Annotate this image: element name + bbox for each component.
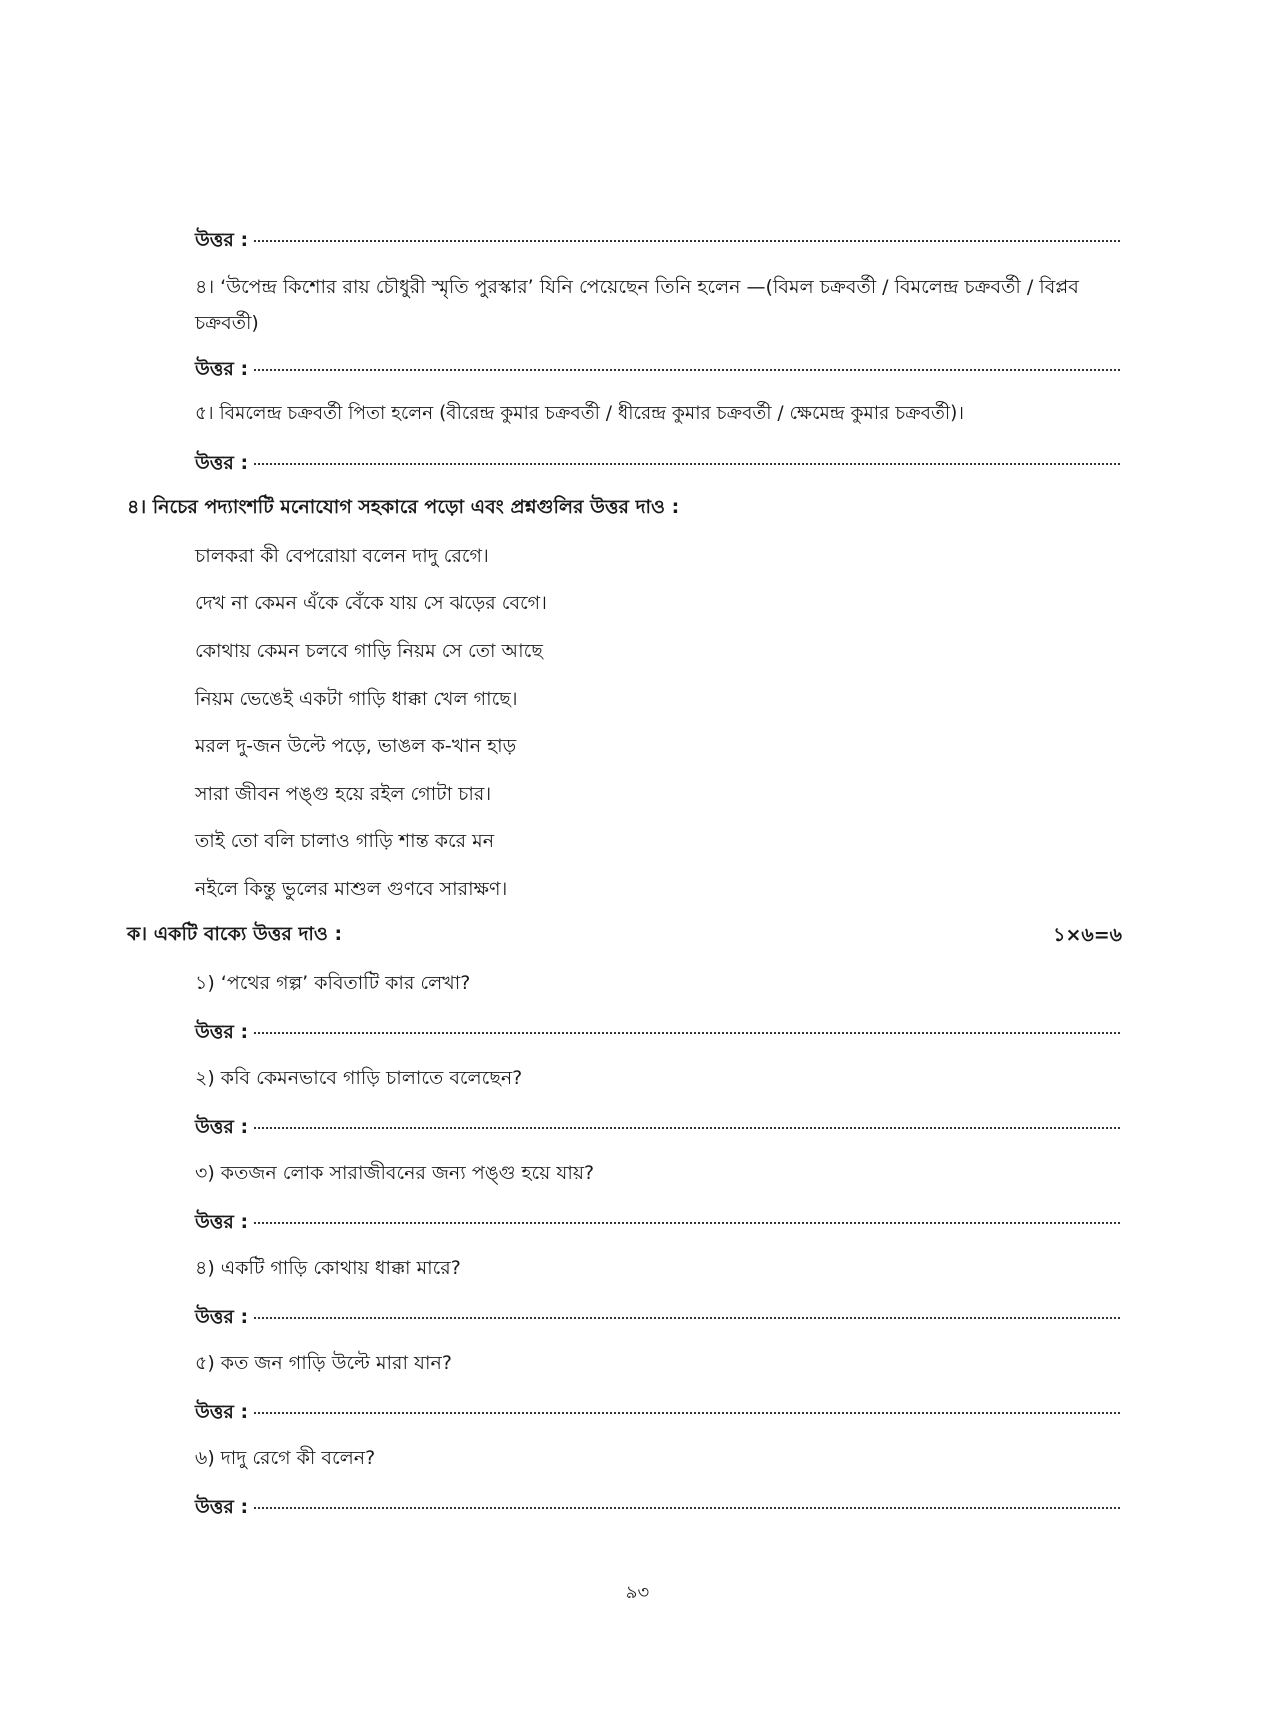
question-5: ৫) কত জন গাড়ি উল্টে মারা যান? [195, 1352, 452, 1374]
poem-line: চালকরা কী বেপরোয়া বলেন দাদু রেগে। [195, 545, 489, 567]
answer-label: উত্তর : [195, 1116, 249, 1138]
answer-dots [254, 1412, 1120, 1414]
answer-line[interactable] [195, 449, 1120, 475]
answer-label: উত্তর : [195, 1021, 249, 1043]
subsection-a-heading: ক। একটি বাক্যে উত্তর দাও : [127, 923, 343, 945]
answer-dots [254, 1507, 1120, 1509]
poem-line: নিয়ম ভেঙেই একটা গাড়ি ধাক্কা খেল গাছে। [195, 688, 518, 710]
answer-dots [254, 1317, 1120, 1319]
section-4-heading: ৪। নিচের পদ্যাংশটি মনোযোগ সহকারে পড়ো এবং প্রশ্নগুলির উত্তর দাও : [127, 496, 680, 518]
answer-label: উত্তর : [195, 452, 249, 474]
answer-line[interactable] [195, 355, 1120, 381]
poem-line: দেখ না কেমন এঁকে বেঁকে যায় সে ঝড়ের বেগে। [195, 592, 547, 614]
answer-dots [254, 1222, 1120, 1224]
page-number: ৯৩ [625, 1582, 650, 1603]
question-6: ৬) দাদু রেগে কী বলেন? [195, 1447, 376, 1469]
marks-label: ১×৬=৬ [1053, 924, 1122, 946]
answer-dots [254, 1032, 1120, 1034]
question-1: ১) ‘পথের গল্প’ কবিতাটি কার লেখা? [195, 972, 471, 994]
poem-line: নইলে কিন্তু ভুলের মাশুল গুণবে সারাক্ষণ। [195, 878, 508, 900]
answer-dots [254, 369, 1120, 371]
answer-line[interactable] [195, 1018, 1120, 1044]
question-3: ৩) কতজন লোক সারাজীবনের জন্য পঙ্গু হয়ে যায়? [195, 1162, 595, 1184]
answer-line[interactable] [195, 1208, 1120, 1234]
answer-line[interactable] [195, 1493, 1120, 1519]
answer-dots [254, 463, 1120, 465]
answer-line[interactable] [195, 1303, 1120, 1329]
question-4: ৪) একটি গাড়ি কোথায় ধাক্কা মারে? [195, 1257, 461, 1279]
prev-question-5: ৫। বিমলেন্দ্র চক্রবর্তী পিতা হলেন (বীরেন্দ্র কুমার চক্রবর্তী / ধীরেন্দ্র কুমার চক্রবর্তী / ক্ষেমেন্দ্র কুমার চক্রবর্তী)। [195, 403, 964, 424]
poem-line: কোথায় কেমন চলবে গাড়ি নিয়ম সে তো আছে [195, 640, 543, 662]
prev-question-4: ৪। ‘উপেন্দ্র কিশোর রায় চৌধুরী স্মৃতি পুরস্কার’ যিনি পেয়েছেন তিনি হলেন —(বিমল চক্রবর্তী / বিমলেন্দ্র চক্রবর্তী / বিপ্লব চক্রবর্তী) [195, 276, 1079, 334]
answer-label: উত্তর : [195, 1306, 249, 1328]
answer-line[interactable] [195, 1398, 1120, 1424]
answer-label: উত্তর : [195, 1401, 249, 1423]
poem-line: মরল দু-জন উল্টে পড়ে, ভাঙল ক-খান হাড় [195, 735, 517, 757]
answer-dots [254, 240, 1120, 242]
answer-label: উত্তর : [195, 358, 249, 380]
answer-line[interactable] [195, 226, 1120, 252]
answer-label: উত্তর : [195, 229, 249, 251]
poem-line: তাই তো বলি চালাও গাড়ি শান্ত করে মন [195, 830, 495, 852]
answer-dots [254, 1127, 1120, 1129]
answer-label: উত্তর : [195, 1496, 249, 1518]
answer-label: উত্তর : [195, 1211, 249, 1233]
question-2: ২) কবি কেমনভাবে গাড়ি চালাতে বলেছেন? [195, 1067, 523, 1089]
poem-line: সারা জীবন পঙ্গু হয়ে রইল গোটা চার। [195, 783, 492, 805]
answer-line[interactable] [195, 1113, 1120, 1139]
